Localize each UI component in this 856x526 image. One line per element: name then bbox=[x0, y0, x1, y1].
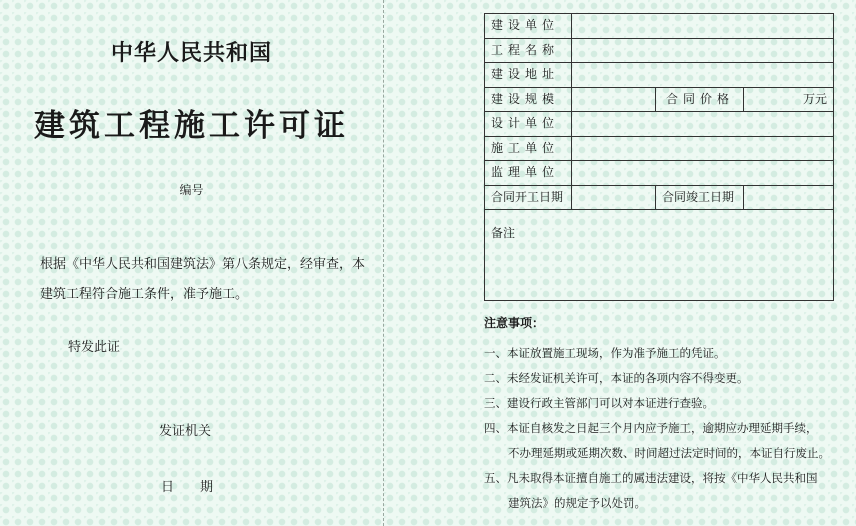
remarks-field[interactable] bbox=[485, 210, 833, 288]
form-row-contractor-unit bbox=[485, 137, 833, 162]
contract-price-label: 合同价格 bbox=[656, 88, 744, 112]
note-item: 四、本证自核发之日起三个月内应予施工，逾期应办理延期手续， bbox=[484, 421, 818, 435]
form-row-contract-dates bbox=[485, 186, 833, 211]
form-row-scale-price bbox=[485, 88, 833, 113]
construction-scale-label: 建设规模 bbox=[485, 88, 572, 112]
page-fold-line bbox=[383, 0, 384, 526]
contract-price-unit: 万元 bbox=[802, 91, 827, 106]
contract-start-date-label: 合同开工日期 bbox=[485, 186, 572, 210]
legal-basis-text: 根据《中华人民共和国建筑法》第八条规定，经审查，本建筑工程符合施工条件，准予施工。 bbox=[40, 257, 366, 302]
construction-unit-value[interactable] bbox=[572, 14, 833, 38]
country-name: 中华人民共和国 bbox=[110, 40, 272, 66]
notes-section bbox=[484, 314, 844, 516]
issued-statement: 特发此证 bbox=[68, 340, 121, 355]
remarks-label: 备注 bbox=[491, 226, 516, 240]
permit-title: 建筑工程施工许可证 bbox=[34, 108, 349, 144]
contractor-unit-value[interactable] bbox=[572, 137, 833, 161]
form-row-project-address bbox=[485, 63, 833, 88]
project-name-value[interactable] bbox=[572, 39, 833, 63]
supervision-unit-label: 监理单位 bbox=[485, 161, 572, 185]
project-name-label: 工程名称 bbox=[485, 39, 572, 63]
issue-date-label: 日期 bbox=[161, 480, 240, 495]
design-unit-value[interactable] bbox=[572, 112, 833, 136]
note-item: 一、本证放置施工现场，作为准予施工的凭证。 bbox=[484, 346, 726, 360]
contractor-unit-label: 施工单位 bbox=[485, 137, 572, 161]
note-item: 五、凡未取得本证擅自施工的属违法建设，将按《中华人民共和国 bbox=[484, 471, 818, 485]
contract-end-date-value[interactable] bbox=[744, 186, 833, 210]
contract-end-date-label: 合同竣工日期 bbox=[656, 186, 744, 210]
note-item-continued: 不办理延期或延期次数、时间超过法定时间的，本证自行废止。 bbox=[508, 446, 830, 460]
project-address-value[interactable] bbox=[572, 63, 833, 87]
form-row-project-name bbox=[485, 39, 833, 64]
construction-scale-value[interactable] bbox=[572, 88, 656, 112]
permit-left-page bbox=[0, 0, 383, 526]
form-row-supervision-unit bbox=[485, 161, 833, 186]
design-unit-label: 设计单位 bbox=[485, 112, 572, 136]
contract-start-date-value[interactable] bbox=[572, 186, 656, 210]
note-item-continued: 建筑法》的规定予以处罚。 bbox=[508, 496, 646, 510]
supervision-unit-value[interactable] bbox=[572, 161, 833, 185]
project-address-label: 建设地址 bbox=[485, 63, 572, 87]
form-row-design-unit bbox=[485, 112, 833, 137]
issuing-authority-label: 发证机关 bbox=[159, 424, 212, 439]
note-item: 三、建设行政主管部门可以对本证进行查验。 bbox=[484, 396, 714, 410]
project-info-form bbox=[484, 13, 834, 301]
construction-unit-label: 建设单位 bbox=[485, 14, 572, 38]
notes-heading: 注意事项： bbox=[484, 316, 545, 330]
form-row-construction-unit bbox=[485, 14, 833, 39]
note-item: 二、未经发证机关许可，本证的各项内容不得变更。 bbox=[484, 371, 749, 385]
serial-number-label: 编号 bbox=[179, 183, 204, 197]
